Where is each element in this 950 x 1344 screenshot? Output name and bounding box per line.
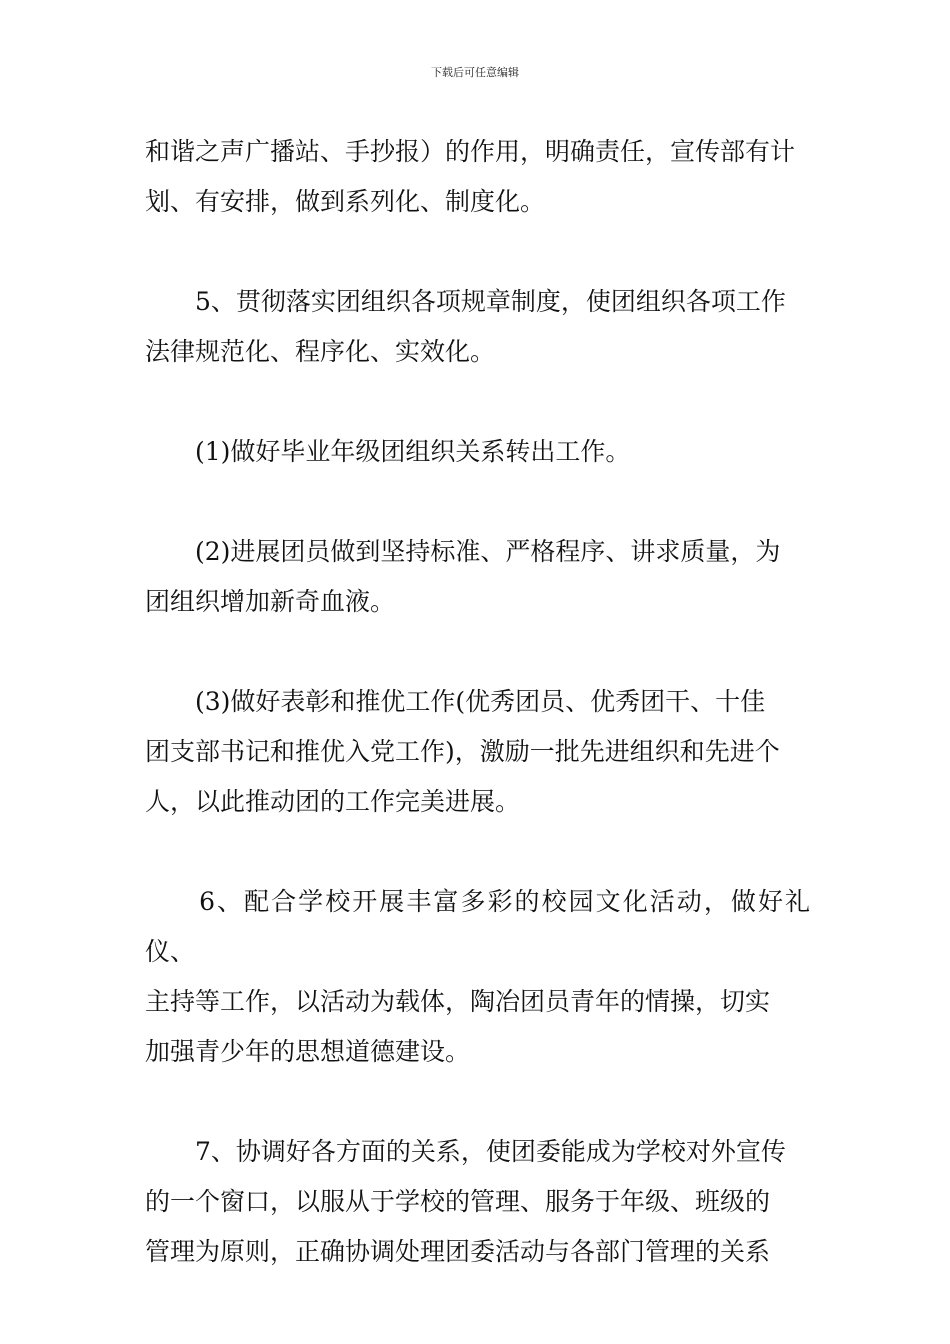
paragraph-7 — [145, 1127, 810, 1277]
paragraph-gap — [145, 1077, 810, 1127]
text-line: 5、贯彻落实团组织各项规章制度，使团组织各项工作 — [145, 287, 786, 316]
text-line: (3)做好表彰和推优工作(优秀团员、优秀团干、十佳 — [145, 687, 766, 716]
document-body — [145, 127, 810, 1277]
paragraph-3 — [145, 427, 810, 477]
text-line: (1)做好毕业年级团组织关系转出工作。 — [145, 437, 631, 466]
text-line: 法律规范化、程序化、实效化。 — [145, 337, 496, 366]
paragraph-1 — [145, 127, 810, 227]
paragraph-gap — [145, 377, 810, 427]
text-line: 团组织增加新奇血液。 — [145, 587, 396, 616]
text-line: 管理为原则，正确协调处理团委活动与各部门管理的关系 — [145, 1237, 771, 1266]
text-line: 的一个窗口，以服从于学校的管理、服务于年级、班级的 — [145, 1187, 771, 1216]
text-line: 和谐之声广播站、手抄报）的作用，明确责任，宣传部有计 — [145, 137, 796, 166]
text-line: 划、有安排，做到系列化、制度化。 — [145, 187, 546, 216]
paragraph-5 — [145, 677, 810, 827]
paragraph-gap — [145, 827, 810, 877]
text-line: 人，以此推动团的工作完美进展。 — [145, 787, 521, 816]
page-header: 下载后可任意编辑 — [431, 66, 519, 79]
paragraph-6 — [145, 877, 810, 1077]
text-line: 主持等工作，以活动为载体，陶冶团员青年的情操，切实 — [145, 987, 771, 1016]
paragraph-2 — [145, 277, 810, 377]
text-line: 团支部书记和推优入党工作)，激励一批先进组织和先进个 — [145, 737, 780, 766]
text-line: 加强青少年的思想道德建设。 — [145, 1037, 471, 1066]
paragraph-gap — [145, 477, 810, 527]
text-line: (2)进展团员做到坚持标准、严格程序、讲求质量，为 — [145, 537, 781, 566]
paragraph-4 — [145, 527, 810, 627]
text-line: 6、配合学校开展丰富多彩的校园文化活动，做好礼仪、 — [145, 887, 810, 966]
paragraph-gap — [145, 227, 810, 277]
text-line: 7、协调好各方面的关系，使团委能成为学校对外宣传 — [145, 1137, 786, 1166]
paragraph-gap — [145, 627, 810, 677]
